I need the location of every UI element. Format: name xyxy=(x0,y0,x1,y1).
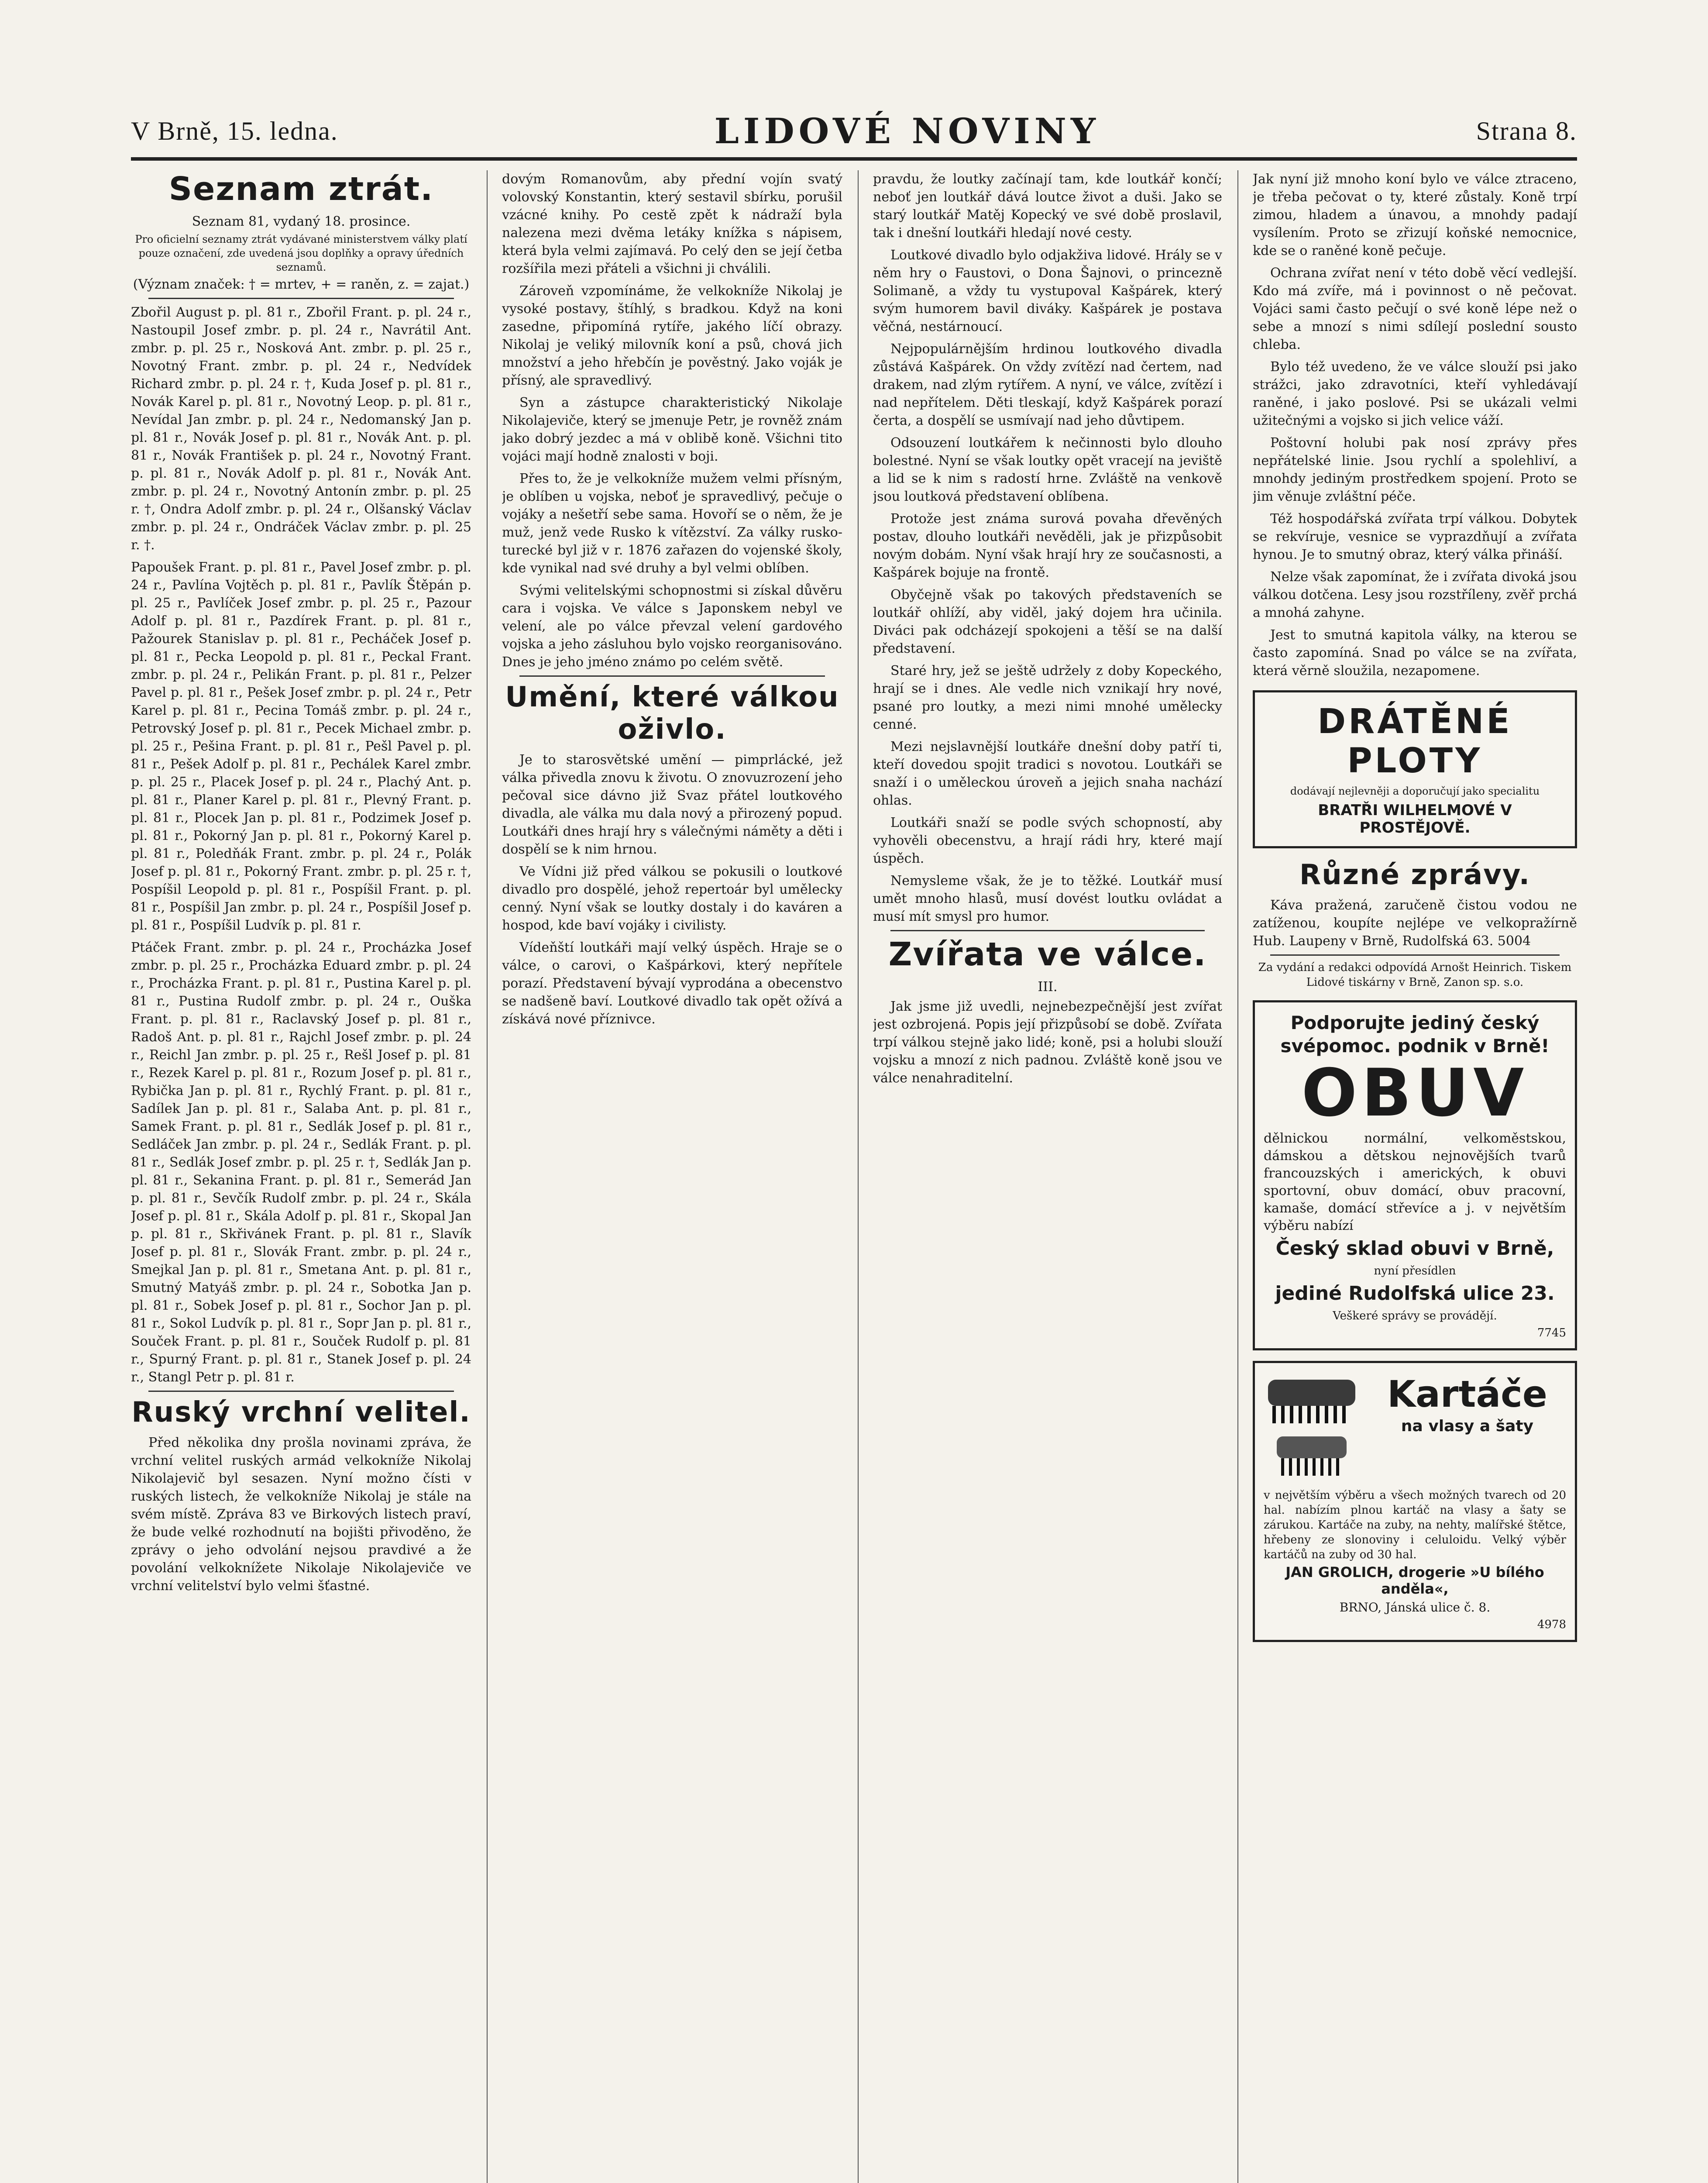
rule xyxy=(890,930,1205,931)
paragraph: dovým Romanovům, aby přední vojín svatý volovský Konstantin, který sestavil sbírku, porušil vzácné knihy. Po cestě zpět k nádraží byla nalezena mezi dvěma letáky knížka s nápisem, která byla velmi zajímavá. Po celý den se její četba rozšířila mezi přáteli a všichni ji chválili. xyxy=(502,172,842,276)
paragraph: Syn a zástupce charakteristický Nikolaje Nikolajeviče, který se jmenuje Petr, je rovněž znám jako dobrý jezdec a má v oblibě koně. Všichni tito vojáci mají hodně znalosti v boji. xyxy=(502,395,842,464)
ad-shoes-title-1: Podporujte jediný český xyxy=(1290,1012,1540,1033)
paragraph: Mezi nejslavnější loutkáře dnešní doby patří ti, kteří dovedou spojit tradici s novotou. Loutkáři se snaží i o uměleckou úroveň a jejich snaha nachází ohlas. xyxy=(873,739,1222,808)
editor-credit: Za vydání a redakci odpovídá Arnošt Heinrich. Tiskem Lidové tiskárny v Brně, Zanon sp. s.o. xyxy=(1258,961,1572,989)
brush-illustration xyxy=(1264,1371,1360,1486)
ad-brushes xyxy=(1253,1361,1577,1642)
paragraph: Staré hry, jež se ještě udržely z doby Kopeckého, hrají se i dnes. Ale vedle nich vznikají hry nové, psané pro loutky, a mezi nimi mnohé umělecky cenné. xyxy=(873,663,1222,732)
paragraph: Též hospodářská zvířata trpí válkou. Dobytek se rekvíruje, vesnice se vyprazdňují a zvířata hynou. Je to smutný obraz, který válka přináší. xyxy=(1253,511,1577,562)
column-2 xyxy=(502,170,842,2183)
paragraph: Přes to, že je velkokníže mužem velmi přísným, je oblíben u vojska, neboť je spravedlivý, pečuje o vojáky a nešetří sebe sama. Hovoří se o něm, že je muž, jenž vede Rusko k vítězství. Za války rusko-turecké byl již v r. 1876 zařazen do vojenské školy, kde vynikal nad své druhy a byl velmi oblíben. xyxy=(502,471,842,576)
rule xyxy=(148,1391,454,1392)
ad-brushes-code: 4978 xyxy=(1537,1618,1566,1631)
loss-list-legend: (Význam značek: † = mrtev, + = raněn, z. = zajat.) xyxy=(133,277,470,292)
ad-brushes-title: Kartáče xyxy=(1387,1373,1547,1415)
ad-wire-fences-title: DRÁTĚNÉ PLOTY xyxy=(1317,702,1512,781)
paragraph: Poštovní holubi pak nosí zprávy přes nepřátelské linie. Jsou rychlí a spolehliví, a mnohdy jediným prostředkem spojení. Proto se jim věnuje zvláštní péče. xyxy=(1253,435,1577,504)
paragraph: Zbořil August p. pl. 81 r., Zbořil Frant. p. pl. 24 r., Nastoupil Josef zmbr. p. pl. 24 r., Navrátil Ant. zmbr. p. pl. 25 r., Nosková Ant. zmbr. p. pl. 25 r., Novotný Frant. zmbr. p. pl. 24 r., Nedvídek Richard zmbr. p. pl. 24 r. †, Kuda Josef p. pl. 81 r., Novák Karel p. pl. 81 r., Novotný Leop. p. pl. 81 r., Nevídal Jan zmbr. p. pl. 24 r., Nedomanský Jan p. pl. 81 r., Novák Josef p. pl. 81 r., Novák Ant. p. pl. 81 r., Novák František p. pl. 24 r., Novotný Frant. p. pl. 81 r., Novák Adolf p. pl. 81 r., Novák Ant. zmbr. p. pl. 24 r., Novotný Antonín zmbr. p. pl. 25 r. †, Ondra Adolf zmbr. p. pl. 24 r., Olšanský Václav zmbr. p. pl. 24 r., Ondráček Václav zmbr. p. pl. 25 r. †. xyxy=(131,305,471,553)
ad-brushes-subtitle: na vlasy a šaty xyxy=(1401,1417,1534,1435)
page-number: Strana 8. xyxy=(1476,116,1577,145)
ad-wire-fences-firm: BRATŘI WILHELMOVÉ V PROSTĚJOVĚ. xyxy=(1318,802,1512,837)
column-3 xyxy=(873,170,1222,2183)
headline-russian-commander: Ruský vrchní velitel. xyxy=(131,1396,471,1429)
rule xyxy=(1270,954,1560,956)
column-divider xyxy=(487,170,488,2183)
headline-puppetry: Umění, které válkou oživlo. xyxy=(505,681,839,746)
section-number: III. xyxy=(1038,979,1058,995)
paragraph: Obyčejně však po takových představeních se loutkář ohlíží, aby viděl, jaký dojem hra učinila. Diváci pak odcházejí spokojeni a těší se na další představení. xyxy=(873,587,1222,656)
paragraph: Nemysleme však, že je to těžké. Loutkář musí umět mnoho hlasů, musí dovést loutku ovládat a musí mít smysl pro humor. xyxy=(873,873,1222,924)
brush-icon xyxy=(1264,1371,1360,1484)
headline-loss-list: Seznam ztrát. xyxy=(168,170,434,208)
masthead xyxy=(131,105,1577,161)
paragraph: Bylo též uvedeno, že ve válce slouží psi jako strážci, jako zdravotníci, kteří vyhledávají raněné, i jako poslové. Psi se ukázali velmi užitečnými a vojsko si jich velice váží. xyxy=(1253,359,1577,428)
paragraph: Jak jsme již uvedli, nejnebezpečnější jest zvířat jest ozbrojená. Popis její přizpůsobí se době. Zvířata trpí válkou stejně jako lidé; koně, psi a holubi slouží vojsku a mnozí z nich padnou. Zvláště koně jsou ve válce nenahraditelní. xyxy=(873,999,1222,1086)
paragraph: Nejpopulárnějším hrdinou loutkového divadla zůstává Kašpárek. On vždy zvítězí nad čertem, nad drakem, nad zlým rytířem. A nyní, ve válce, zvítězí i nad nepřítelem. Děti tleskají, když Kašpárek porazí čerta, a dospělí se usmívají nad jeho důvtipem. xyxy=(873,341,1222,428)
column-1 xyxy=(131,170,471,2183)
paragraph: pravdu, že loutky začínají tam, kde loutkář končí; neboť jen loutkář dává loutce život a duši. Jako se starý loutkář Matěj Kopecký ve své době proslavil, tak i dnešní loutkáři hledají nové cesty. xyxy=(873,172,1222,241)
ad-shoes-foot: Veškeré správy se provádějí. xyxy=(1333,1309,1497,1322)
headline-various-news: Různé zprávy. xyxy=(1299,859,1531,891)
ad-shoes xyxy=(1253,1000,1577,1350)
ad-shoes-text: dělnickou normální, velkoměstskou, dámskou a dětskou nejnovějších tvarů francouzských i amerických, k obuvi sportovní, obuv domácí, obuv pracovní, kamaše, domácí střevíce a j. v největším výběru nabízí xyxy=(1264,1131,1566,1233)
paragraph: Loutkáři snaží se podle svých schopností, aby vyhověli obecenstvu, a hrají rádi hry, které mají úspěch. xyxy=(873,815,1222,866)
column-divider xyxy=(858,170,859,2183)
paragraph: Nelze však zapomínat, že i zvířata divoká jsou válkou dotčena. Lesy jsou rozstříleny, zvěř prchá a mnohá zahyne. xyxy=(1253,569,1577,620)
various-news xyxy=(1253,859,1577,990)
loss-list-subline: Seznam 81, vydaný 18. prosince. xyxy=(192,214,411,229)
paragraph: Jak nyní již mnoho koní bylo ve válce ztraceno, je třeba pečovat o ty, které zůstaly. Koně trpí zimou, hladem a únavou, a mnohdy padají vysílením. Proto se zřizují koňské nemocnice, kde se o raněné koně pečuje. xyxy=(1253,172,1577,258)
ad-wire-fences-sub: dodávají nejlevněji a doporučují jako specialitu xyxy=(1290,785,1540,797)
paragraph: Jest to smutná kapitola války, na kterou se často zapomíná. Snad po válce se na zvířata, která věrně sloužila, nezapomene. xyxy=(1253,627,1577,678)
paragraph: Papoušek Frant. p. pl. 81 r., Pavel Josef zmbr. p. pl. 24 r., Pavlína Vojtěch p. pl. 81 r., Pavlík Štěpán p. pl. 25 r., Pavlíček Josef zmbr. p. pl. 25 r., Pazour Adolf p. pl. 81 r., Pazdírek Frant. p. pl. 81 r., Pažourek Stanislav p. pl. 81 r., Pecháček Josef p. pl. 81 r., Pecka Leopold p. pl. 81 r., Peckal Frant. zmbr. p. pl. 24 r., Pelikán Frant. p. pl. 81 r., Pelzer Pavel p. pl. 81 r., Pešek Josef zmbr. p. pl. 24 r., Petr Karel p. pl. 81 r., Pecina Tomáš zmbr. p. pl. 24 r., Petrovský Josef p. pl. 81 r., Pecek Michael zmbr. p. pl. 25 r., Pešina Frant. p. pl. 81 r., Pešl Pavel p. pl. 81 r., Pešek Adolf p. pl. 81 r., Pechálek Karel zmbr. p. pl. 25 r., Placek Josef p. pl. 24 r., Plachý Ant. p. pl. 81 r., Planer Karel p. pl. 81 r., Plevný Frant. p. pl. 81 r., Plocek Jan p. pl. 81 r., Podzimek Josef p. pl. 81 r., Pokorný Jan p. pl. 81 r., Pokorný Karel p. pl. 81 r., Poledňák Frant. zmbr. p. pl. 24 r., Polák Josef p. pl. 81 r., Pokorný Frant. zmbr. p. pl. 25 r. †, Pospíšil Leopold p. pl. 81 r., Pospíšil Frant. p. pl. 81 r., Pospíšil Jan zmbr. p. pl. 24 r., Pospíšil Josef p. pl. 81 r., Pospíšil Ludvík p. pl. 81 r. xyxy=(131,560,471,933)
ad-brushes-text-block xyxy=(1368,1371,1566,1437)
ad-shoes-addr: jediné Rudolfská ulice 23. xyxy=(1275,1282,1555,1305)
coffee-notice: Káva pražená, zaručeně čistou vodou ne zatíženou, koupíte nejlépe ve velkopražírně Hub. Laupeny v Brně, Rudolfská 63. 5004 xyxy=(1253,898,1577,949)
paragraph: Před několika dny prošla novinami zpráva, že vrchní velitel ruských armád velkokníže Nikolaj Nikolajevič byl sesazen. Nyní možno čísti v ruských listech, že velkokníže Nikolaj je stále na svém místě. Zpráva 83 ve Birkových listech praví, že bude velké rozhodnutí na bojišti přivoděno, že zprávy o jeho odvolání nejsou pravdivé a že povolání velkoknížete Nikolaje Nikolajeviče ve vrchní velitelství bylo velmi šťastné. xyxy=(131,1435,471,1594)
ad-shoes-code: 7745 xyxy=(1537,1326,1566,1339)
paragraph: Odsouzení loutkářem k nečinnosti bylo dlouho bolestné. Nyní se však loutky opět vracejí na jeviště a lid se k nim s radostí hrne. Zvláště na venkově jsou loutková představení oblíbena. xyxy=(873,435,1222,504)
headline-animals-war: Zvířata ve válce. xyxy=(888,936,1207,973)
ad-shoes-title-2: svépomoc. podnik v Brně! xyxy=(1280,1035,1550,1057)
columns xyxy=(131,170,1577,2183)
ad-shoes-big: OBUV xyxy=(1301,1055,1529,1131)
paragraph: Ve Vídni již před válkou se pokusili o loutkové divadlo pro dospělé, jehož repertoár byl umělecky cenný. Nyní však se loutky dostaly i do kaváren a hospod, kde baví vojáky i civilisty. xyxy=(502,864,842,933)
paragraph: Protože jest známa surová povaha dřevěných postav, dlouho loutkáři nevěděli, jak je přizpůsobit novým dobám. Nyní však hrají hry ze současnosti, a Kašpárek bojuje na frontě. xyxy=(873,511,1222,580)
ad-brushes-firm: JAN GROLICH, drogerie »U bílého anděla«, xyxy=(1285,1564,1544,1597)
column-divider xyxy=(1237,170,1238,2183)
ad-shoes-firm: Český sklad obuvi v Brně, xyxy=(1275,1237,1554,1260)
paragraph: Ptáček Frant. zmbr. p. pl. 24 r., Procházka Josef zmbr. p. pl. 25 r., Procházka Eduard zmbr. p. pl. 24 r., Procházka Frant. p. pl. 81 r., Pustina Karel p. pl. 81 r., Pustina Rudolf zmbr. p. pl. 24 r., Ouška Frant. p. pl. 81 r., Raclavský Josef p. pl. 81 r., Radoš Ant. p. pl. 81 r., Rajchl Josef zmbr. p. pl. 24 r., Reichl Jan zmbr. p. pl. 25 r., Rešl Josef p. pl. 81 r., Rezek Karel p. pl. 81 r., Rozum Josef p. pl. 81 r., Rybička Jan p. pl. 81 r., Rychlý Frant. p. pl. 81 r., Sadílek Jan p. pl. 81 r., Salaba Ant. p. pl. 81 r., Samek Frant. p. pl. 81 r., Sedlák Josef p. pl. 81 r., Sedláček Jan zmbr. p. pl. 24 r., Sedlák Frant. p. pl. 81 r., Sedlák Josef zmbr. p. pl. 25 r. †, Sedlák Jan p. pl. 81 r., Sekanina Frant. p. pl. 81 r., Semerád Jan p. pl. 81 r., Sevčík Rudolf zmbr. p. pl. 24 r., Skála Josef p. pl. 81 r., Skála Adolf p. pl. 81 r., Skopal Jan p. pl. 81 r., Skřivánek Frant. p. pl. 81 r., Slavík Josef p. pl. 81 r., Slovák Frant. zmbr. p. pl. 24 r., Smejkal Jan p. pl. 81 r., Smetana Ant. p. pl. 81 r., Smutný Matyáš zmbr. p. pl. 24 r., Sobotka Jan p. pl. 81 r., Sobek Josef p. pl. 81 r., Sochor Jan p. pl. 81 r., Sokol Ludvík p. pl. 81 r., Sopr Jan p. pl. 81 r., Souček Frant. p. pl. 81 r., Souček Rudolf p. pl. 81 r., Spurný Frant. p. pl. 81 r., Stanek Josef p. pl. 24 r., Stangl Petr p. pl. 81 r. xyxy=(131,940,471,1385)
paragraph: Vídeňští loutkáři mají velký úspěch. Hraje se o válce, o carovi, o Kašpárkovi, který nepřítele porazí. Představení bývají vyprodána a obecenstvo se nadšeně baví. Loutkové divadlo tak opět ožívá a získává nové příznivce. xyxy=(502,940,842,1027)
paragraph: Svými velitelskými schopnostmi si získal důvěru cara i vojska. Ve válce s Japonskem nebyl ve velení, ale po válce převzal velení gardového vojska a jeho zásluhou bylo vojsko reorganisováno. Dnes je jeho jméno známo po celém světě. xyxy=(502,583,842,670)
paper-title: LIDOVÉ NOVINY xyxy=(714,110,1100,152)
ad-brushes-text: v největším výběru a všech možných tvarech od 20 hal. nabízím plnou kartáč na vlasy a šaty se zárukou. Kartáče na zuby, na nehty, malířské štětce, hřebeny ze slonoviny i celuloidu. Velký výběr kartáčů na zuby od 30 hal. xyxy=(1264,1489,1566,1561)
ad-wire-fences xyxy=(1253,690,1577,848)
rule xyxy=(148,298,454,299)
column-4 xyxy=(1253,170,1577,2183)
ad-brushes-layout xyxy=(1264,1371,1566,1486)
paragraph: Zároveň vzpomínáme, že velkokníže Nikolaj je vysoké postavy, štíhlý, s bradkou. Když na koni zasedne, připomíná rytíře, jakého líčí obrazy. Nikolaj je veliký milovník koní a psů, chová jich množství a jeho hřebčín je pověstný. Jako voják je přísný, ale spravedlivý. xyxy=(502,283,842,388)
ad-brushes-addr: BRNO, Jánská ulice č. 8. xyxy=(1339,1600,1491,1615)
ad-shoes-addr-pre: nyní přesídlen xyxy=(1374,1264,1456,1277)
issue-date: V Brně, 15. ledna. xyxy=(131,116,338,145)
paragraph: Loutkové divadlo bylo odjakživa lidové. Hrály se v něm hry o Faustovi, o Dona Šajnovi, o princezně Solimaně, a vždy tu vystupoval Kašpárek, který svým humorem bavil diváky. Kašpárek je postava věčná, nestárnoucí. xyxy=(873,248,1222,334)
rule xyxy=(519,675,825,677)
paragraph: Je to starosvětské umění — pimprlácké, jež válka přivedla znovu k životu. O znovuzrození jeho pečoval sice dávno již Svaz přátel loutkového divadla, ale válka mu dala nový a přirozený popud. Loutkáři dnes hrají hry s válečnými náměty a děti i dospělí se k nim hrnou. xyxy=(502,752,842,857)
paragraph: Ochrana zvířat není v této době věcí vedlejší. Kdo má zvíře, má i povinnost o ně pečovat. Vojáci sami často pečují o své koně lépe než o sebe a mnozí s nimi sdílejí poslední sousto chleba. xyxy=(1253,265,1577,352)
loss-list-note: Pro oficielní seznamy ztrát vydávané ministerstvem války platí pouze označení, zde uvedená jsou doplňky a opravy úředních seznamů. xyxy=(135,233,467,273)
